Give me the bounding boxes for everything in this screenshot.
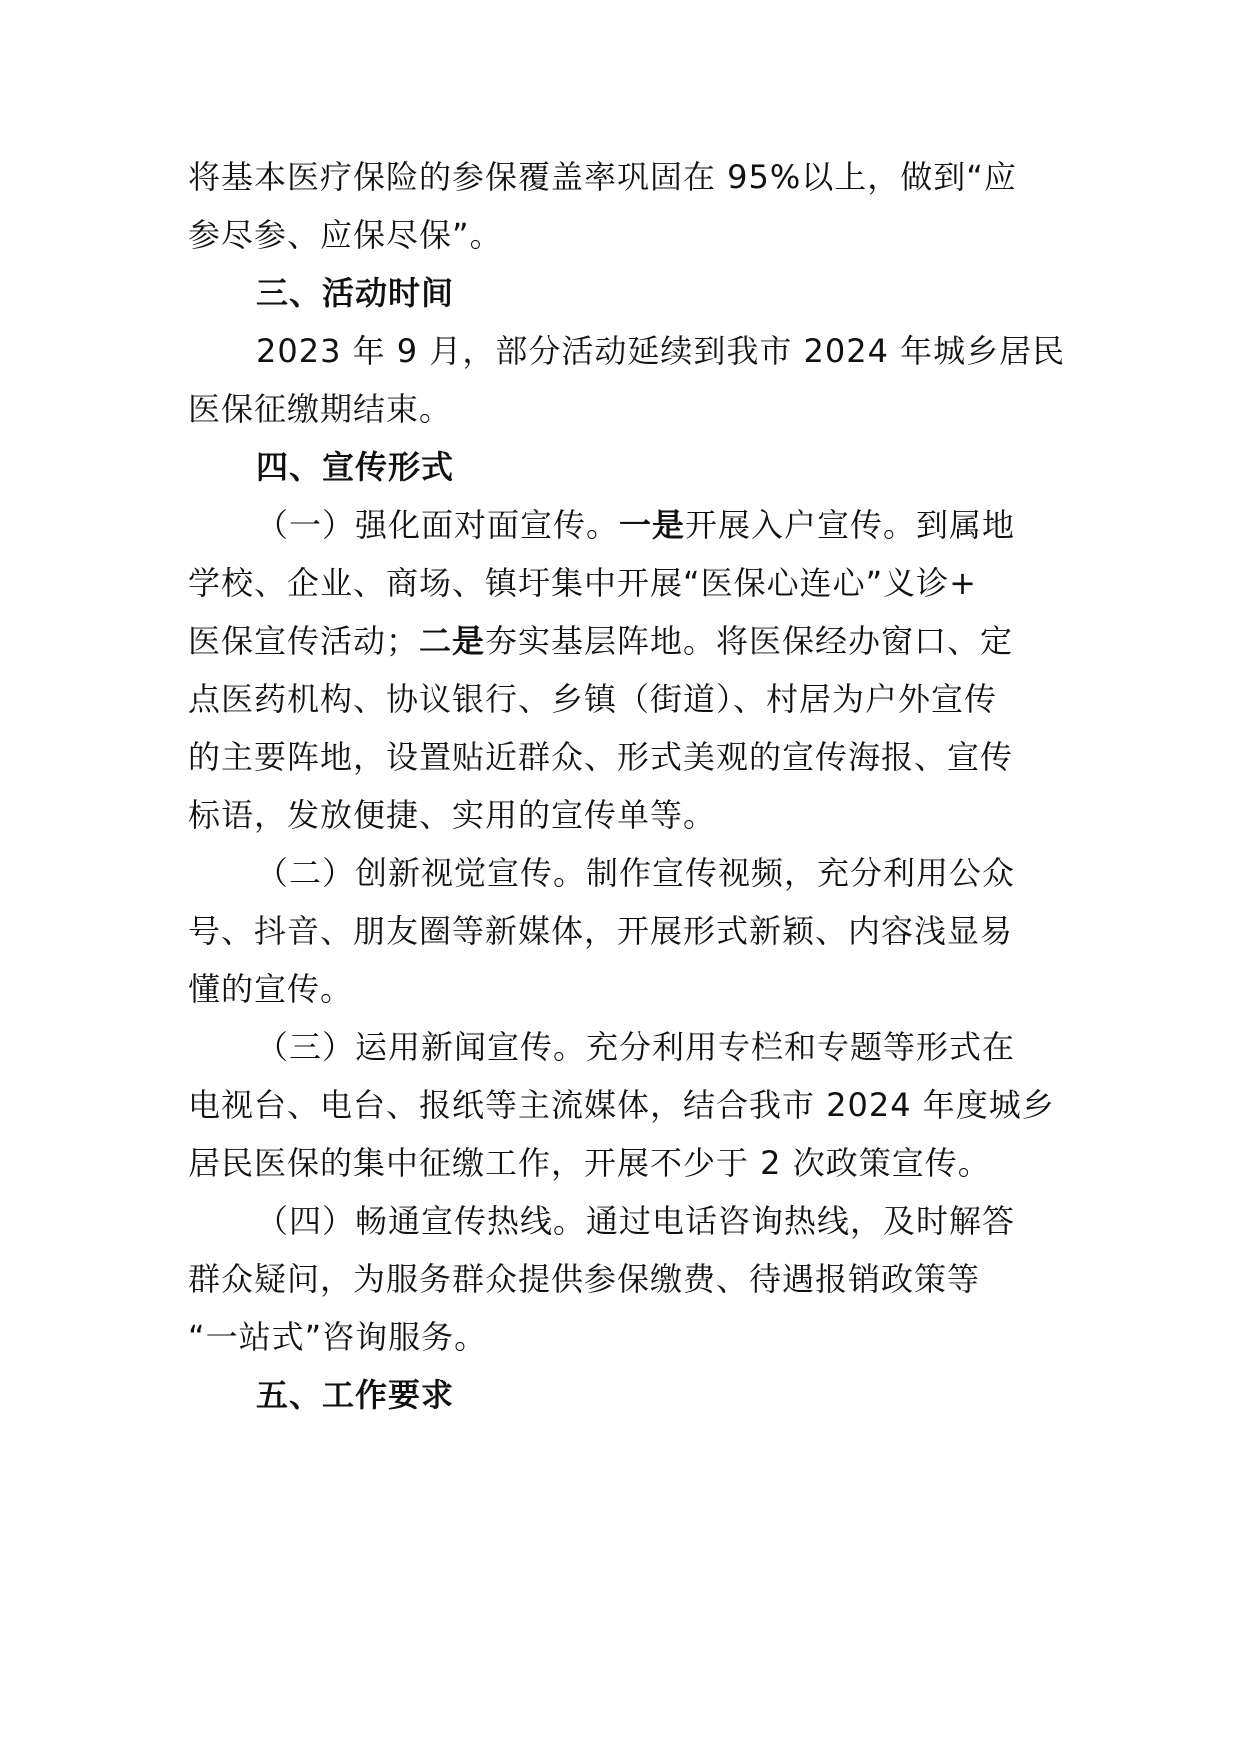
section-heading-work-requirements: 五、工作要求 <box>256 1376 455 1414</box>
paragraph-line: 的主要阵地，设置贴近群众、形式美观的宣传海报、宣传 <box>188 738 1014 776</box>
paragraph-line: 标语，发放便捷、实用的宣传单等。 <box>188 796 717 834</box>
paragraph-line: 医保征缴期结束。 <box>188 390 453 428</box>
bold-marker-first: 一是 <box>619 506 686 544</box>
paragraph-line: “一站式”咨询服务。 <box>188 1318 488 1356</box>
paragraph-line: 电视台、电台、报纸等主流媒体，结合我市 2024 年度城乡 <box>188 1086 1055 1124</box>
paragraph-line: 懂的宣传。 <box>188 970 354 1008</box>
paragraph-line: 点医药机构、协议银行、乡镇（街道）、村居为户外宣传 <box>188 680 998 718</box>
paragraph-line: 居民医保的集中征缴工作，开展不少于 2 次政策宣传。 <box>188 1144 991 1182</box>
paragraph-line: （四）畅通宣传热线。通过电话咨询热线，及时解答 <box>256 1202 1016 1240</box>
paragraph-line: 将基本医疗保险的参保覆盖率巩固在 95%以上，做到“应 <box>188 158 1017 196</box>
paragraph-line: （三）运用新闻宣传。充分利用专栏和专题等形式在 <box>256 1028 1016 1066</box>
paragraph-line: 2023 年 9 月，部分活动延续到我市 2024 年城乡居民 <box>256 332 1066 370</box>
section-heading-publicity-forms: 四、宣传形式 <box>256 448 455 486</box>
text-segment: 开展入户宣传。到属地 <box>685 506 1016 544</box>
paragraph-line: （二）创新视觉宣传。制作宣传视频，充分利用公众 <box>256 854 1016 892</box>
section-heading-activity-time: 三、活动时间 <box>256 274 455 312</box>
paragraph-line: 参尽参、应保尽保”。 <box>188 216 503 254</box>
text-segment: （一）强化面对面宣传。 <box>256 506 620 544</box>
paragraph-line: 学校、企业、商场、镇圩集中开展“医保心连心”义诊+ <box>188 564 977 602</box>
paragraph-line: 群众疑问，为服务群众提供参保缴费、待遇报销政策等 <box>188 1260 981 1298</box>
text-segment: 医保宣传活动； <box>188 622 420 660</box>
paragraph-line: 号、抖音、朋友圈等新媒体，开展形式新颖、内容浅显易 <box>188 912 1014 950</box>
bold-marker-second: 二是 <box>419 622 486 660</box>
text-segment: 夯实基层阵地。将医保经办窗口、定 <box>485 622 1014 660</box>
paragraph-line <box>256 505 1015 545</box>
paragraph-line <box>188 621 1013 661</box>
